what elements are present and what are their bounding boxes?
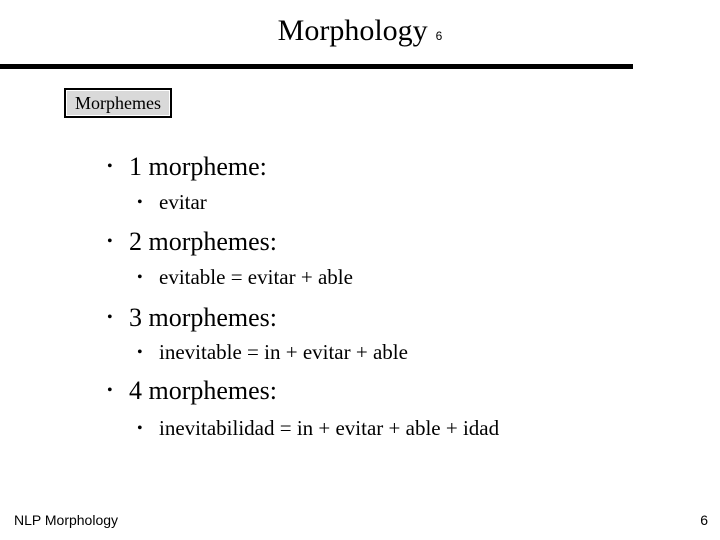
bullet-text: 3 morphemes: (129, 303, 278, 332)
slide-title: Morphology (277, 14, 428, 47)
sub-bullet-text: evitar (159, 190, 207, 214)
bullet-icon: • (137, 269, 143, 286)
footer-course-label: NLP Morphology (14, 512, 119, 528)
bullet-text: 1 morpheme: (129, 152, 267, 181)
sub-bullet-item (137, 416, 499, 441)
bullet-item (107, 376, 277, 406)
bullet-icon: • (107, 309, 113, 326)
sub-bullet-text: inevitabilidad = in + evitar + able + idad (159, 416, 500, 440)
bullet-icon: • (107, 382, 113, 399)
title-page-number: 6 (435, 29, 443, 43)
sub-bullet-item (137, 190, 207, 215)
bullet-icon: • (137, 420, 143, 437)
sub-bullet-text: inevitable = in + evitar + able (159, 340, 408, 364)
bullet-icon: • (137, 194, 143, 211)
bullet-item (107, 152, 267, 182)
bullet-item (107, 303, 277, 333)
bullet-icon: • (107, 233, 113, 250)
bullet-icon: • (137, 344, 143, 361)
section-label: Morphemes (75, 92, 161, 113)
sub-bullet-item (137, 340, 408, 365)
footer-page-number: 6 (700, 512, 708, 528)
bullet-icon: • (107, 158, 113, 175)
bullet-text: 4 morphemes: (129, 376, 278, 405)
sub-bullet-text: evitable = evitar + able (159, 265, 353, 289)
bullet-item (107, 227, 277, 257)
bullet-text: 2 morphemes: (129, 227, 278, 256)
sub-bullet-item (137, 265, 353, 290)
